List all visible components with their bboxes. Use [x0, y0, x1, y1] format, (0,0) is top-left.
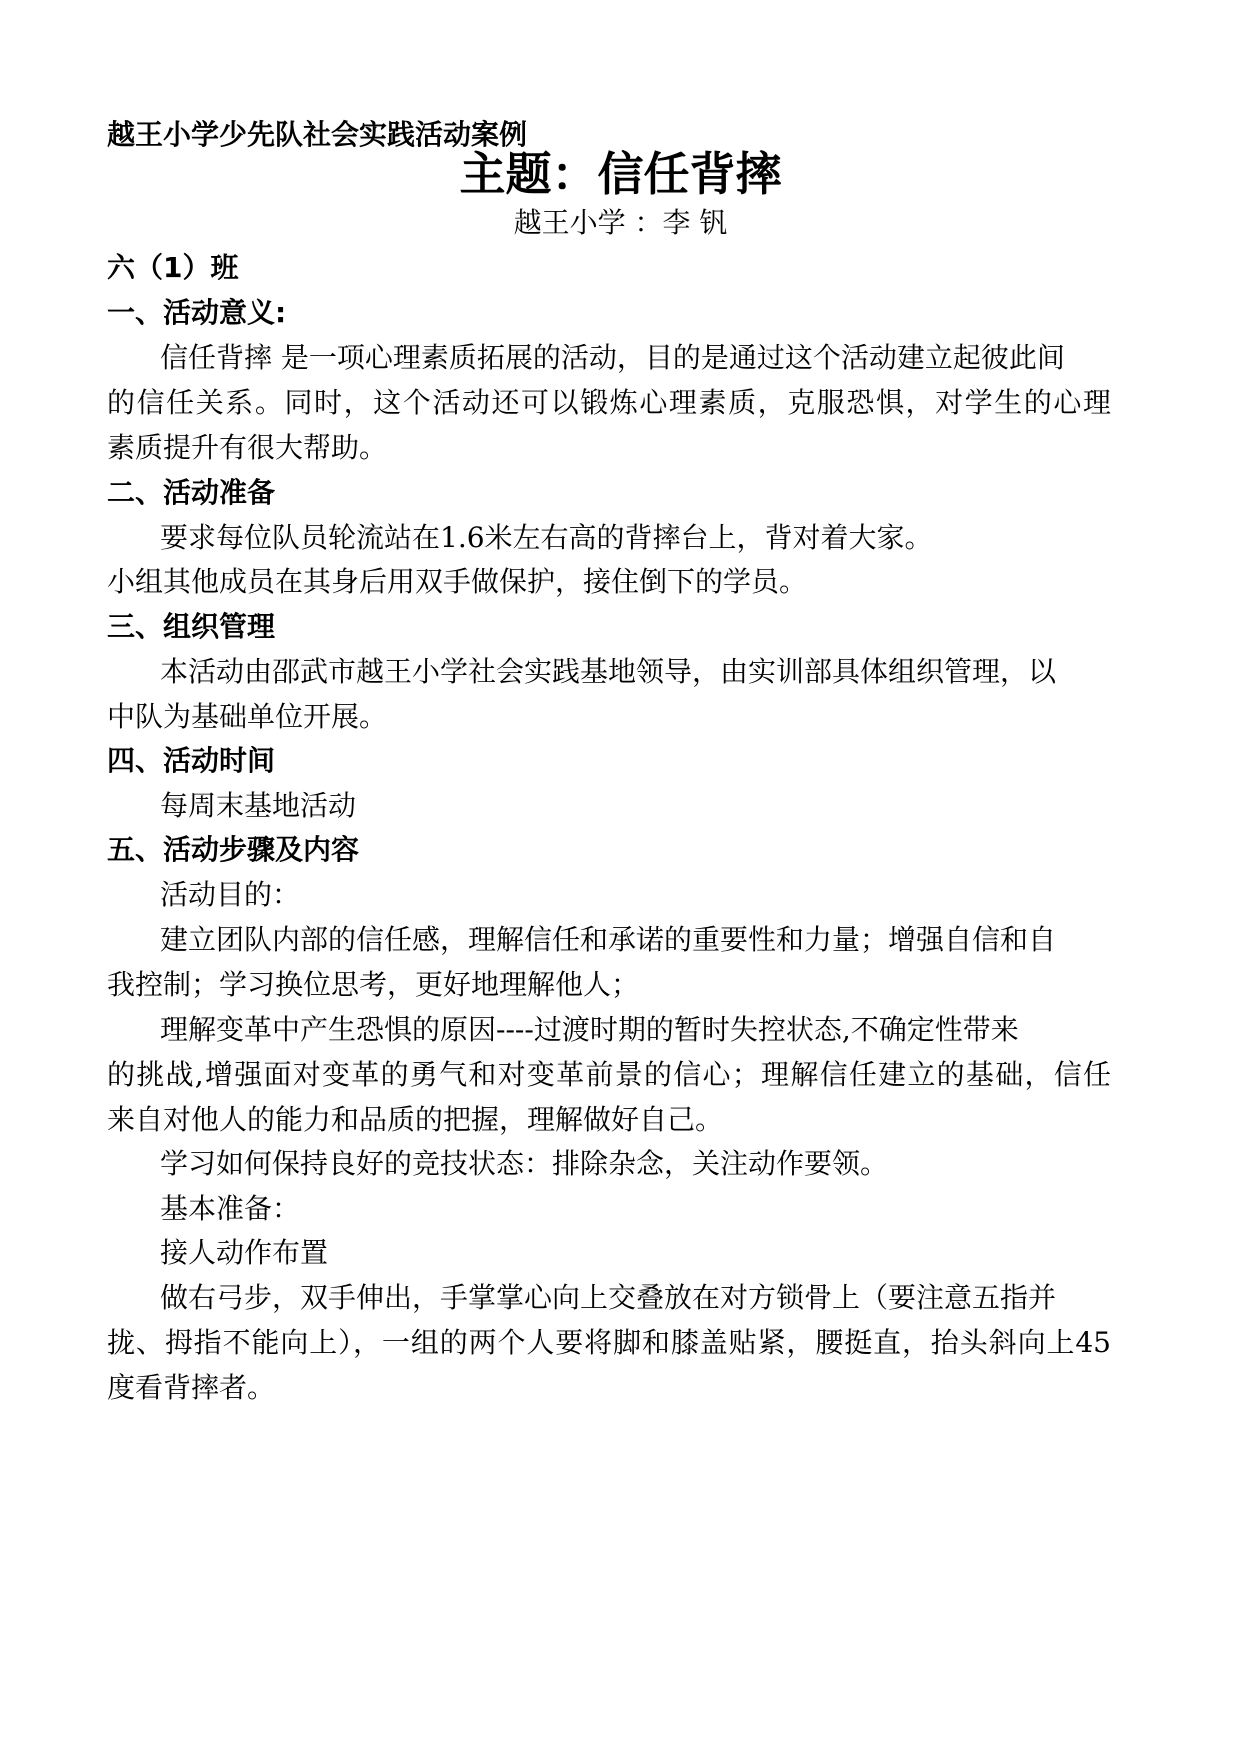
paragraph-line: 素质提升有很大帮助。 [107, 431, 388, 464]
section-heading-management: 三、组织管理 [107, 610, 276, 643]
paragraph-line: 中队为基础单位开展。 [107, 700, 388, 733]
paragraph-line: 理解变革中产生恐惧的原因----过渡时期的暂时失控状态,不确定性带来 [160, 1013, 1019, 1046]
class-label: 六（1）班 [107, 251, 239, 284]
paragraph-line: 接人动作布置 [160, 1236, 329, 1269]
paragraph-line: 活动目的： [160, 878, 301, 911]
paragraph-line: 拢、拇指不能向上），一组的两个人要将脚和膝盖贴紧，腰挺直，抬头斜向上45 [107, 1326, 1111, 1359]
section-heading-preparation: 二、活动准备 [107, 476, 276, 509]
paragraph-line: 的信任关系。同时，这个活动还可以锻炼心理素质，克服恐惧，对学生的心理 [107, 386, 1111, 419]
paragraph-line: 来自对他人的能力和品质的把握，理解做好自己。 [107, 1103, 724, 1136]
paragraph-line: 要求每位队员轮流站在1.6米左右高的背摔台上，背对着大家。 [160, 521, 933, 554]
document-header: 越王小学少先队社会实践活动案例 [107, 118, 528, 151]
paragraph-line: 的挑战,增强面对变革的勇气和对变革前景的信心；理解信任建立的基础，信任 [107, 1058, 1111, 1091]
paragraph-line: 我控制；学习换位思考，更好地理解他人； [107, 968, 640, 1001]
paragraph-line: 基本准备： [160, 1192, 301, 1225]
section-heading-meaning: 一、活动意义: [107, 296, 287, 329]
page-title: 主题：信任背摔 [459, 147, 782, 201]
section-heading-steps: 五、活动步骤及内容 [107, 833, 360, 866]
paragraph-line: 建立团队内部的信任感，理解信任和承诺的重要性和力量；增强自信和自 [160, 923, 1057, 956]
paragraph-line: 本活动由邵武市越王小学社会实践基地领导，由实训部具体组织管理，以 [160, 655, 1057, 688]
section-heading-time: 四、活动时间 [107, 744, 276, 777]
paragraph-line: 做右弓步，双手伸出，手掌掌心向上交叠放在对方锁骨上（要注意五指并 [160, 1281, 1057, 1314]
paragraph-line: 学习如何保持良好的竞技状态：排除杂念，关注动作要领。 [160, 1147, 889, 1180]
paragraph-line: 小组其他成员在其身后用双手做保护，接住倒下的学员。 [107, 565, 808, 598]
byline: 越王小学 ：李 钒 [513, 206, 728, 239]
paragraph-line: 信任背摔 是一项心理素质拓展的活动，目的是通过这个活动建立起彼此间 [160, 341, 1065, 374]
paragraph-line: 每周末基地活动 [160, 789, 357, 822]
paragraph-line: 度看背摔者。 [107, 1371, 276, 1404]
